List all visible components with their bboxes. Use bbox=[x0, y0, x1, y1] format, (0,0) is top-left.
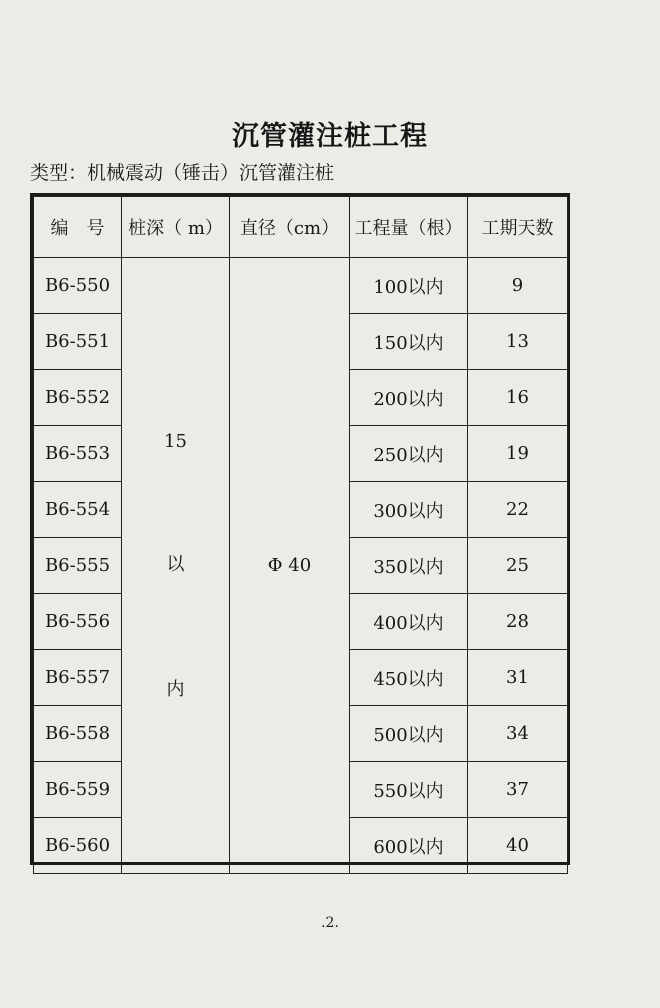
row-days: 16 bbox=[468, 370, 568, 426]
pile-depth-cell bbox=[122, 258, 230, 874]
pile-depth-within-1: 以 bbox=[166, 554, 185, 575]
page-number: .2. bbox=[321, 915, 339, 931]
row-quantity: 150以内 bbox=[350, 314, 468, 370]
row-quantity: 550以内 bbox=[350, 762, 468, 818]
row-code: B6-550 bbox=[34, 258, 122, 314]
row-days: 9 bbox=[468, 258, 568, 314]
row-days: 28 bbox=[468, 594, 568, 650]
row-code: B6-551 bbox=[34, 314, 122, 370]
row-days: 25 bbox=[468, 538, 568, 594]
row-code: B6-555 bbox=[34, 538, 122, 594]
row-days: 19 bbox=[468, 426, 568, 482]
row-code: B6-558 bbox=[34, 706, 122, 762]
row-days: 37 bbox=[468, 762, 568, 818]
type-line: 类型：机械震动（锤击）沉管灌注桩 bbox=[30, 162, 335, 184]
row-days: 13 bbox=[468, 314, 568, 370]
row-days: 40 bbox=[468, 818, 568, 874]
row-quantity: 400以内 bbox=[350, 594, 468, 650]
row-code: B6-552 bbox=[34, 370, 122, 426]
row-quantity: 100以内 bbox=[350, 258, 468, 314]
row-quantity: 200以内 bbox=[350, 370, 468, 426]
construction-period-table bbox=[30, 193, 570, 865]
row-code: B6-559 bbox=[34, 762, 122, 818]
page-title: 沉管灌注桩工程 bbox=[232, 121, 428, 152]
row-code: B6-557 bbox=[34, 650, 122, 706]
pile-depth-value: 15 bbox=[164, 430, 187, 452]
row-quantity: 250以内 bbox=[350, 426, 468, 482]
header-diameter: 直径（cm） bbox=[230, 197, 350, 258]
header-pile-depth: 桩深（ m） bbox=[122, 197, 230, 258]
row-code: B6-554 bbox=[34, 482, 122, 538]
row-quantity: 350以内 bbox=[350, 538, 468, 594]
row-quantity: 300以内 bbox=[350, 482, 468, 538]
row-quantity: 600以内 bbox=[350, 818, 468, 874]
row-code: B6-556 bbox=[34, 594, 122, 650]
table-row bbox=[34, 258, 568, 314]
data-table bbox=[33, 196, 568, 874]
header-code: 编 号 bbox=[34, 197, 122, 258]
header-row bbox=[34, 197, 568, 258]
diameter-cell: Φ 40 bbox=[230, 258, 350, 874]
row-quantity: 500以内 bbox=[350, 706, 468, 762]
row-quantity: 450以内 bbox=[350, 650, 468, 706]
row-code: B6-553 bbox=[34, 426, 122, 482]
header-days: 工期天数 bbox=[468, 197, 568, 258]
row-days: 31 bbox=[468, 650, 568, 706]
row-code: B6-560 bbox=[34, 818, 122, 874]
pile-depth-within-2: 内 bbox=[166, 678, 185, 700]
row-days: 34 bbox=[468, 706, 568, 762]
header-quantity: 工程量（根） bbox=[350, 197, 468, 258]
row-days: 22 bbox=[468, 482, 568, 538]
